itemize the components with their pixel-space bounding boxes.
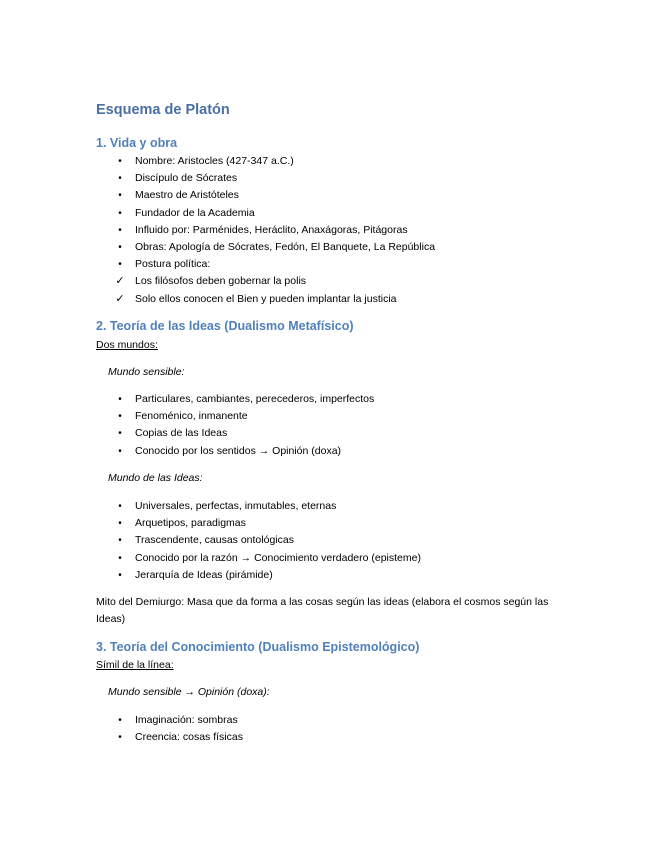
checkmark-icon: ✓ xyxy=(115,275,125,288)
bullet-icon: • xyxy=(118,569,122,581)
bullet-icon: • xyxy=(118,207,122,219)
section-2-subheading: Dos mundos: xyxy=(96,339,158,351)
bullet-icon: • xyxy=(118,715,122,726)
bullet-icon: • xyxy=(118,241,122,253)
list-item: • Discípulo de Sócrates xyxy=(96,170,435,187)
section-1-heading: 1. Vida y obra xyxy=(96,136,178,150)
bullet-icon: • xyxy=(118,428,122,440)
demiurge-paragraph: Mito del Demiurgo: Masa que da forma a las cosas según las ideas (elabora el cosmos según las Ideas) xyxy=(96,596,549,625)
bullet-icon: • xyxy=(118,394,122,405)
sensible-opinion-label: Mundo sensible → Opinión (doxa): xyxy=(108,686,270,698)
list-item: • Fundador de la Academia xyxy=(96,205,435,222)
list-item: • Maestro de Aristóteles xyxy=(96,187,435,204)
document-title: Esquema de Platón xyxy=(96,102,230,118)
bullet-icon: • xyxy=(118,156,122,167)
list-item: • Arquetipos, paradigmas xyxy=(96,515,421,532)
ideas-world-list xyxy=(96,498,421,584)
sensible-world-list xyxy=(96,391,374,460)
list-item: ✓ Los filósofos deben gobernar la polis xyxy=(96,273,435,290)
list-item: • Influido por: Parménides, Heráclito, Anaxágoras, Pitágoras xyxy=(96,222,435,239)
bullet-icon: • xyxy=(118,190,122,202)
list-item: • Conocido por los sentidos → Opinión (doxa) xyxy=(96,443,374,460)
list-item: • Obras: Apología de Sócrates, Fedón, El Banquete, La República xyxy=(96,239,435,256)
bullet-icon: • xyxy=(118,259,122,271)
bullet-icon: • xyxy=(118,224,122,236)
bullet-icon: • xyxy=(118,173,122,185)
list-item: • Creencia: cosas físicas xyxy=(96,729,243,746)
bullet-icon: • xyxy=(118,518,122,530)
section-1-list xyxy=(96,153,435,308)
list-item: • Universales, perfectas, inmutables, eternas xyxy=(96,498,421,515)
list-item: • Copias de las Ideas xyxy=(96,425,374,442)
bullet-icon: • xyxy=(118,445,122,457)
section-2-heading: 2. Teoría de las Ideas (Dualismo Metafísico) xyxy=(96,319,354,333)
bullet-icon: • xyxy=(118,535,122,547)
bullet-icon: • xyxy=(118,501,122,512)
list-item: • Jerarquía de Ideas (pirámide) xyxy=(96,567,421,584)
sensible-world-label: Mundo sensible: xyxy=(108,366,185,378)
list-item: • Postura política: xyxy=(96,256,435,273)
ideas-world-label: Mundo de las Ideas: xyxy=(108,472,203,484)
bullet-icon: • xyxy=(118,732,122,744)
list-item: • Fenoménico, inmanente xyxy=(96,408,374,425)
checkmark-icon: ✓ xyxy=(115,292,125,305)
list-item: ✓ Solo ellos conocen el Bien y pueden implantar la justicia xyxy=(96,291,435,308)
bullet-icon: • xyxy=(118,411,122,423)
list-item: • Trascendente, causas ontológicas xyxy=(96,532,421,549)
section-3-subheading: Símil de la línea: xyxy=(96,659,174,671)
list-item: • Particulares, cambiantes, perecederos, imperfectos xyxy=(96,391,374,408)
list-item: • Nombre: Aristocles (427-347 a.C.) xyxy=(96,153,435,170)
list-item: • Imaginación: sombras xyxy=(96,712,243,729)
bullet-icon: • xyxy=(118,552,122,564)
section-3-list xyxy=(96,712,243,746)
list-item: • Conocido por la razón → Conocimiento verdadero (episteme) xyxy=(96,550,421,567)
section-3-heading: 3. Teoría del Conocimiento (Dualismo Epistemológico) xyxy=(96,640,420,654)
